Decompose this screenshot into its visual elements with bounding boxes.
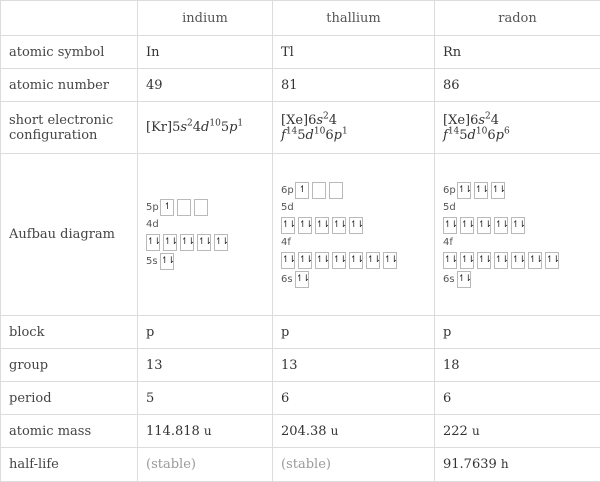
label-electron-config: short electronic configuration [1,102,138,154]
subshell-4f [281,236,434,269]
row-electron-config [1,102,600,154]
row-atomic-number [1,69,600,102]
value-halflife-thallium: (stable) [273,448,435,482]
subshell-4d [146,218,272,251]
value-block-radon: p [435,316,600,349]
label-atomic-number: atomic number [1,69,138,102]
value-symbol-thallium: Tl [273,36,435,69]
value-halflife-radon: 91.7639 h [435,448,600,482]
label-aufbau-diagram: Aufbau diagram [1,154,138,316]
orbital-box-pair: ↿⇂ [511,217,525,234]
orbital-box-pair: ↿⇂ [298,252,312,269]
label-block: block [1,316,138,349]
header-thallium: thallium [273,1,435,36]
orbital-box-pair: ↿⇂ [460,252,474,269]
value-mass-indium: 114.818 u [138,415,273,448]
value-block-indium: p [138,316,273,349]
orbital-box-up: ↿ [160,199,174,216]
orbital-box-pair: ↿⇂ [457,271,471,288]
subshell-5p [146,199,272,216]
orbital-box-empty [177,199,191,216]
label-period: period [1,382,138,415]
value-group-thallium: 13 [273,349,435,382]
row-period [1,382,600,415]
orbital-box-empty [194,199,208,216]
orbital-box-pair: ↿⇂ [315,252,329,269]
orbital-box-pair: ↿⇂ [214,234,228,251]
subshell-label: 5d [281,201,294,213]
orbital-box-up: ↿ [295,182,309,199]
header-row [1,1,600,36]
subshell-label: 5d [443,201,456,213]
orbital-box-pair: ↿⇂ [281,217,295,234]
orbital-box-pair: ↿⇂ [383,252,397,269]
value-block-thallium: p [273,316,435,349]
orbital-box-empty [312,182,326,199]
row-group [1,349,600,382]
orbital-box-pair: ↿⇂ [163,234,177,251]
subshell-5s [146,253,272,270]
orbital-box-pair: ↿⇂ [332,252,346,269]
value-group-indium: 13 [138,349,273,382]
header-radon: radon [435,1,600,36]
value-number-radon: 86 [435,69,600,102]
orbital-box-pair: ↿⇂ [180,234,194,251]
orbital-box-pair: ↿⇂ [295,271,309,288]
subshell-label: 6s [443,273,455,285]
value-mass-thallium: 204.38 u [273,415,435,448]
orbital-box-pair: ↿⇂ [443,252,457,269]
subshell-label: 5s [146,256,158,267]
header-empty [1,1,138,36]
orbital-box-pair: ↿⇂ [457,182,471,199]
label-atomic-mass: atomic mass [1,415,138,448]
value-group-radon: 18 [435,349,600,382]
row-atomic-symbol [1,36,600,69]
subshell-6s [443,271,600,288]
value-config-thallium: $[Xe]6s^24$ $f^{14}5d^{10}6p^1$ [273,102,435,154]
orbital-box-pair: ↿⇂ [511,252,525,269]
value-symbol-radon: Rn [435,36,600,69]
subshell-label: 4d [146,219,159,230]
orbital-box-pair: ↿⇂ [491,182,505,199]
aufbau-thallium [273,154,435,316]
subshell-label: 4f [281,236,291,248]
value-symbol-indium: In [138,36,273,69]
orbital-box-pair: ↿⇂ [349,252,363,269]
row-aufbau-diagram [1,154,600,316]
subshell-label: 5p [146,202,159,213]
aufbau-radon [435,154,600,316]
header-indium: indium [138,1,273,36]
orbital-box-pair: ↿⇂ [477,217,491,234]
orbital-box-pair: ↿⇂ [146,234,160,251]
subshell-label: 6p [443,184,456,196]
subshell-label: 6s [281,273,293,285]
row-half-life [1,448,600,482]
subshell-6p [281,182,434,199]
orbital-box-pair: ↿⇂ [160,253,174,270]
orbital-box-pair: ↿⇂ [315,217,329,234]
orbital-box-pair: ↿⇂ [197,234,211,251]
subshell-5d [443,201,600,234]
value-config-indium: $[Kr]5s^24d^{10}5p^1$ [138,102,273,154]
orbital-box-pair: ↿⇂ [443,217,457,234]
aufbau-indium [138,154,273,316]
orbital-box-pair: ↿⇂ [528,252,542,269]
orbital-box-pair: ↿⇂ [366,252,380,269]
subshell-6s [281,271,434,288]
orbital-box-pair: ↿⇂ [281,252,295,269]
row-block [1,316,600,349]
value-halflife-indium: (stable) [138,448,273,482]
subshell-4f [443,236,600,269]
orbital-box-pair: ↿⇂ [474,182,488,199]
orbital-box-pair: ↿⇂ [477,252,491,269]
label-atomic-symbol: atomic symbol [1,36,138,69]
orbital-box-pair: ↿⇂ [332,217,346,234]
row-atomic-mass [1,415,600,448]
subshell-5d [281,201,434,234]
label-group: group [1,349,138,382]
orbital-box-empty [329,182,343,199]
value-period-radon: 6 [435,382,600,415]
label-half-life: half-life [1,448,138,482]
value-period-thallium: 6 [273,382,435,415]
orbital-box-pair: ↿⇂ [349,217,363,234]
orbital-box-pair: ↿⇂ [494,217,508,234]
orbital-box-pair: ↿⇂ [460,217,474,234]
subshell-6p [443,182,600,199]
value-number-indium: 49 [138,69,273,102]
value-period-indium: 5 [138,382,273,415]
orbital-box-pair: ↿⇂ [298,217,312,234]
value-mass-radon: 222 u [435,415,600,448]
subshell-label: 4f [443,236,453,248]
value-config-radon: $[Xe]6s^24$ $f^{14}5d^{10}6p^6$ [435,102,600,154]
value-number-thallium: 81 [273,69,435,102]
subshell-label: 6p [281,184,294,196]
orbital-box-pair: ↿⇂ [494,252,508,269]
orbital-box-pair: ↿⇂ [545,252,559,269]
